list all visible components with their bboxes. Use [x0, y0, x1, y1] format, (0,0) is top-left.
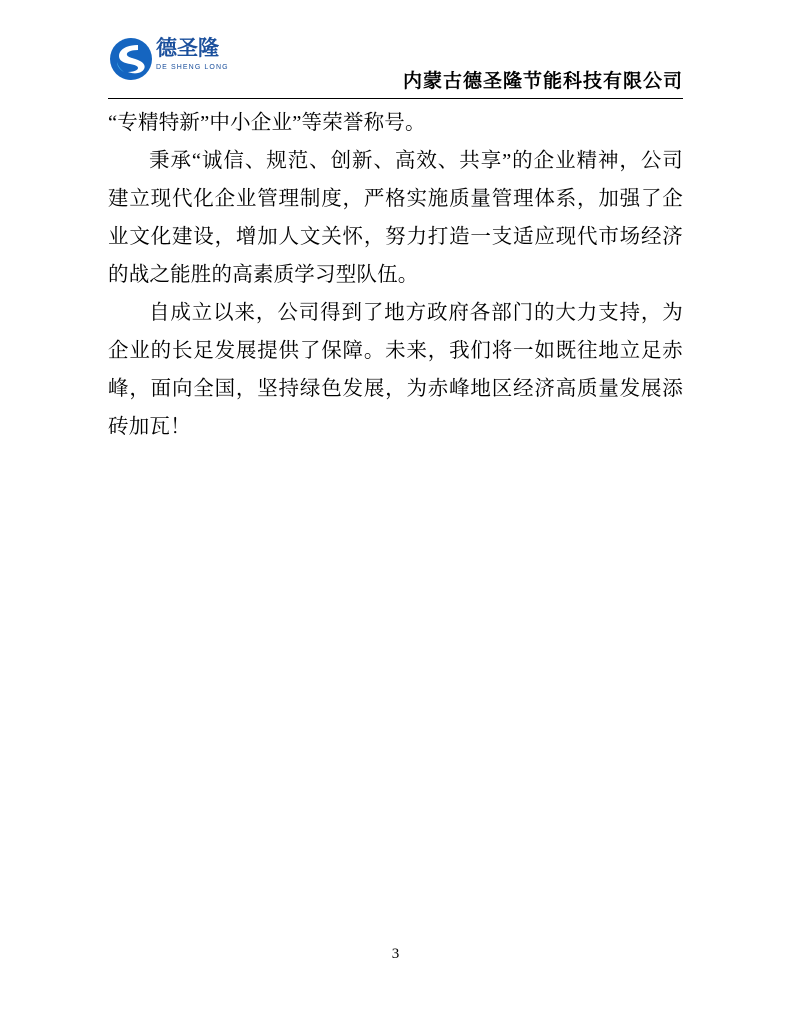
de-sheng-long-logo-icon: [108, 36, 154, 82]
page-number: 3: [391, 946, 400, 962]
header-divider: [108, 98, 683, 99]
paragraph-1: “专精特新”中小企业”等荣誉称号。: [108, 112, 426, 134]
paragraph-3: 自成立以来，公司得到了地方政府各部门的大力支持，为企业的长足发展提供了保障。未来，我们将一如既往地立足赤峰，面向全国，坚持绿色发展，为赤峰地区经济高质量发展添砖加瓦！: [108, 302, 683, 438]
logo-text-block: [156, 36, 236, 82]
page-header: [108, 30, 683, 98]
logo-chinese-name: 德圣隆: [156, 36, 219, 60]
company-name-heading: 内蒙古德圣隆节能科技有限公司: [402, 71, 683, 92]
paragraph-2: 秉承“诚信、规范、创新、高效、共享”的企业精神，公司建立现代化企业管理制度，严格实施质量管理体系，加强了企业文化建设，增加人文关怀，努力打造一支适应现代市场经济的战之能胜的高素质学习型队伍。: [108, 150, 683, 286]
logo-english-name: DE SHENG LONG: [156, 64, 229, 71]
company-logo: [108, 32, 236, 88]
document-body: [108, 104, 683, 446]
